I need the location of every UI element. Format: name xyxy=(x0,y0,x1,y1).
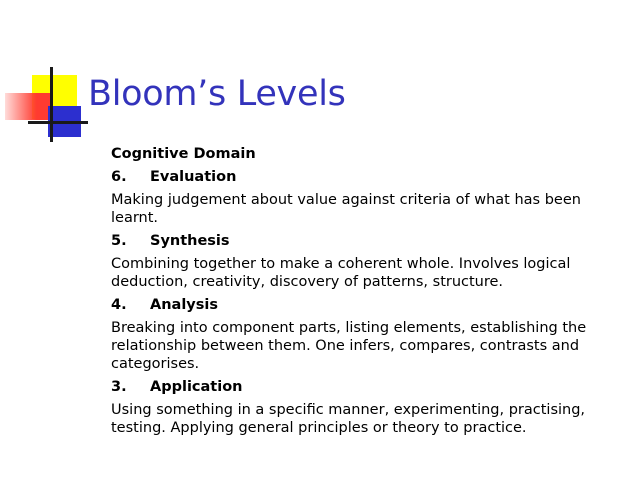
logo-vertical-line xyxy=(50,67,53,142)
slide-content xyxy=(111,145,626,442)
level-heading-synthesis xyxy=(111,232,626,250)
level-number: 4. xyxy=(111,297,127,313)
level-number: 3. xyxy=(111,379,127,395)
level-description-evaluation: Making judgement about value against criteria of what has been learnt. xyxy=(111,192,581,226)
domain-heading: Cognitive Domain xyxy=(111,146,256,162)
logo-horizontal-line xyxy=(28,121,88,124)
level-description-synthesis: Combining together to make a coherent whole. Involves logical deduction, creativity, discovery of patterns, structure. xyxy=(111,256,571,290)
level-description-analysis: Breaking into component parts, listing elements, establishing the relationship between them. One infers, compares, contrasts and categorises. xyxy=(111,320,587,372)
logo-red-square xyxy=(5,93,50,120)
level-number: 6. xyxy=(111,169,127,185)
slide-title: Bloom’s Levels xyxy=(88,74,346,114)
level-number: 5. xyxy=(111,233,127,249)
level-name: Analysis xyxy=(150,297,218,313)
level-heading-evaluation xyxy=(111,168,626,186)
level-heading-analysis xyxy=(111,296,626,314)
level-name: Synthesis xyxy=(150,233,230,249)
level-name: Evaluation xyxy=(150,169,237,185)
slide-logo-decoration xyxy=(0,0,90,150)
level-name: Application xyxy=(150,379,243,395)
level-description-application: Using something in a specific manner, experimenting, practising, testing. Applying general principles or theory to practice. xyxy=(111,402,586,436)
level-heading-application xyxy=(111,378,626,396)
